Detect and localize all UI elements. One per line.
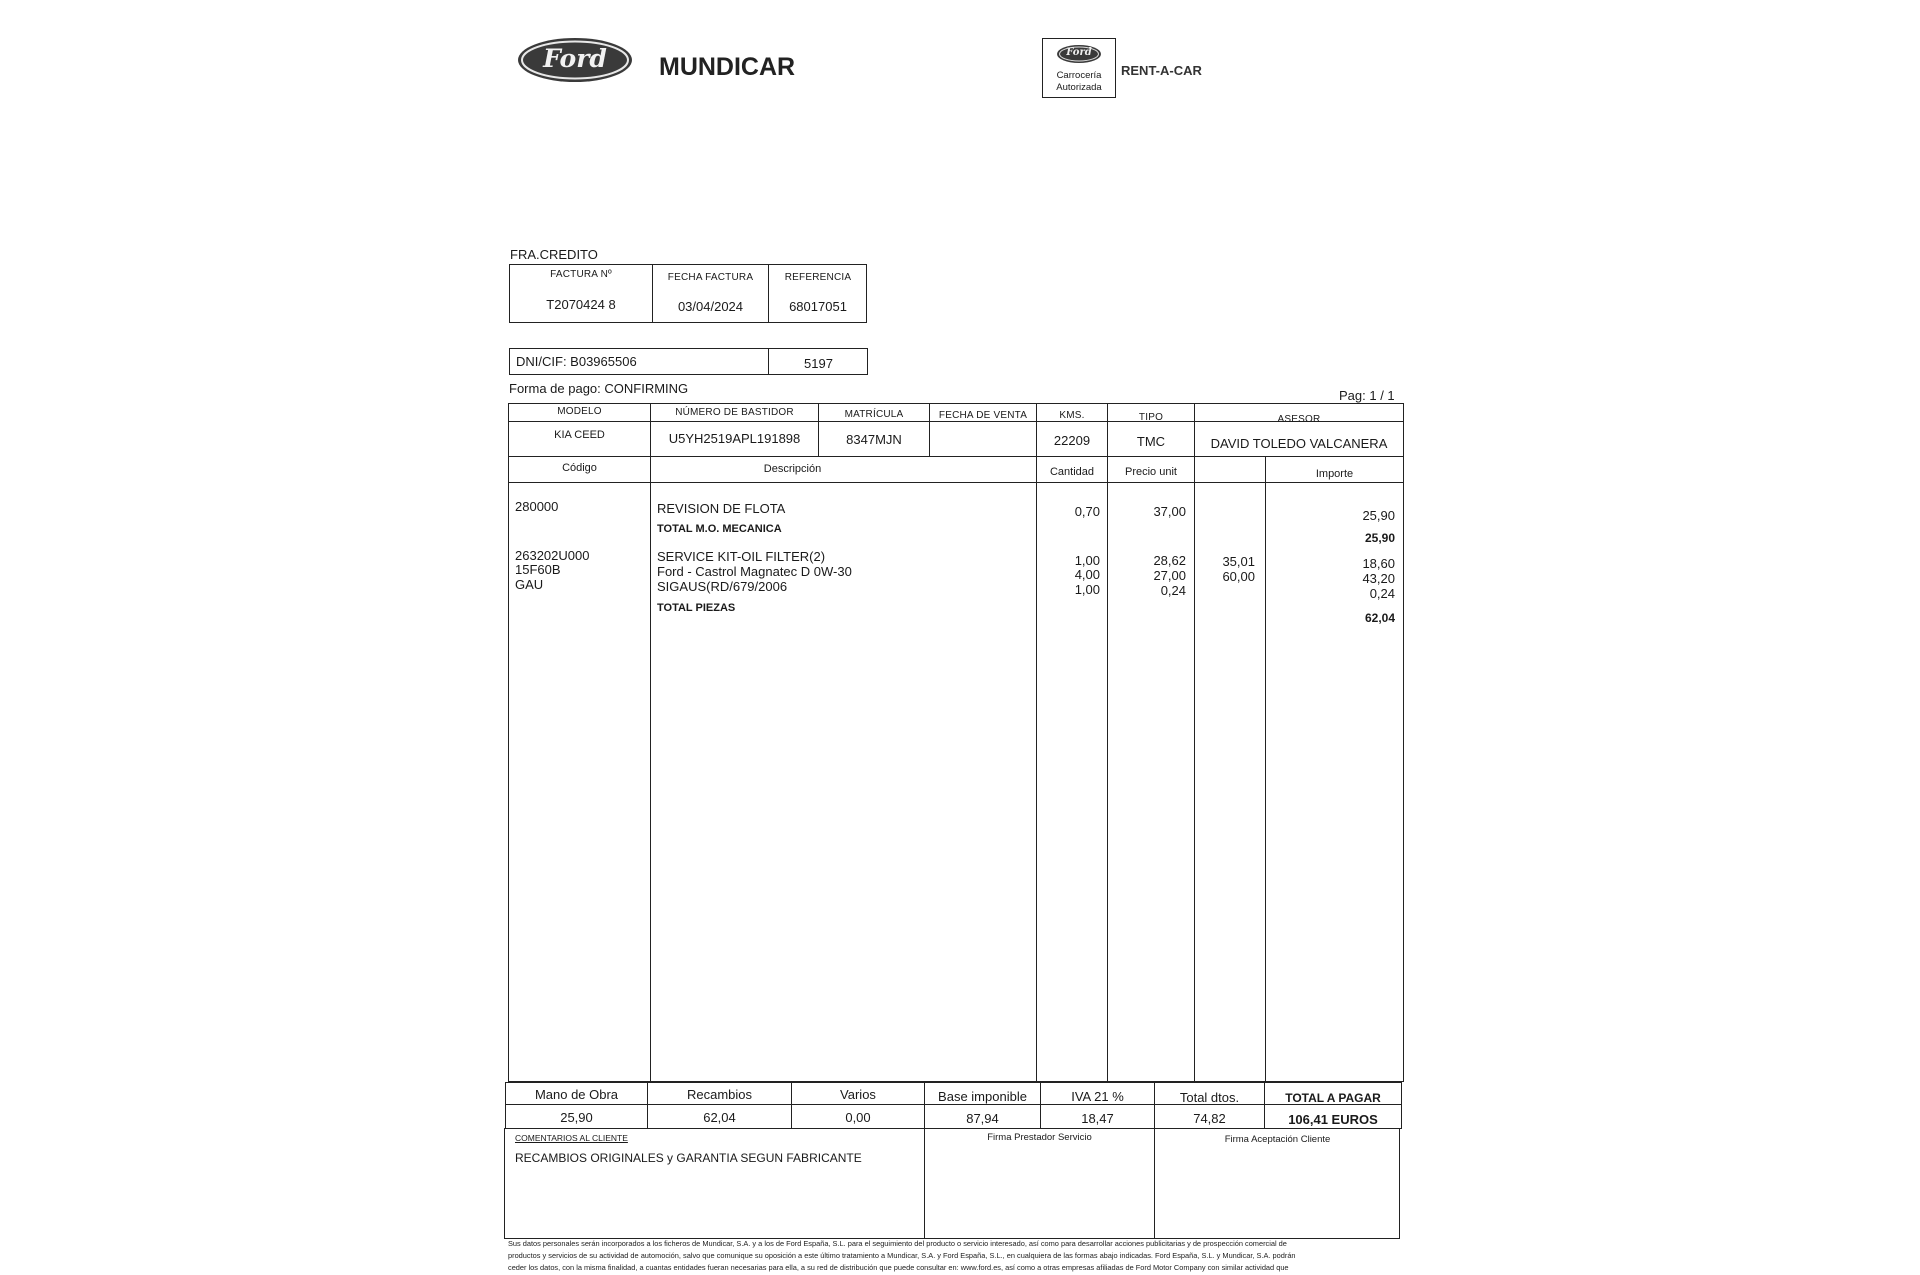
base-label: Base imponible xyxy=(938,1089,1027,1104)
fecha-venta-label: FECHA DE VENTA xyxy=(938,410,1028,421)
mo-description: REVISION DE FLOTA xyxy=(657,501,786,516)
invoice-reference: 68017051 xyxy=(789,299,847,314)
recambios-value: 62,04 xyxy=(703,1110,736,1125)
page-number: Pag: 1 / 1 xyxy=(1339,388,1395,403)
mo-total-label: TOTAL M.O. MECANICA xyxy=(657,523,782,535)
invoice-date: 03/04/2024 xyxy=(677,299,744,314)
rent-a-car-label: RENT-A-CAR xyxy=(1121,63,1202,78)
matricula-value: 8347MJN xyxy=(846,432,902,447)
modelo-label: MODELO xyxy=(557,406,602,417)
part-importe: 43,20 xyxy=(1362,571,1395,586)
part-discount: 60,00 xyxy=(1222,569,1255,584)
part-importe: 0,24 xyxy=(1369,586,1395,601)
iva-value: 18,47 xyxy=(1081,1111,1114,1126)
part-description: Ford - Castrol Magnatec D 0W-30 xyxy=(657,564,852,579)
carroceria-badge xyxy=(1042,38,1116,98)
fecha-label: FECHA FACTURA xyxy=(667,272,754,283)
part-code: GAU xyxy=(515,577,544,592)
tipo-label: TIPO xyxy=(1138,412,1164,423)
part-code: 263202U000 xyxy=(515,548,590,563)
comentarios-text: RECAMBIOS ORIGINALES y GARANTIA SEGUN FABRICANTE xyxy=(515,1151,862,1165)
invoice-type: FRA.CREDITO xyxy=(510,247,598,262)
mo-price: 37,00 xyxy=(1153,504,1186,519)
part-description: SERVICE KIT-OIL FILTER(2) xyxy=(657,549,826,564)
comentarios-label: COMENTARIOS AL CLIENTE xyxy=(515,1133,628,1143)
mo-quantity: 0,70 xyxy=(1074,504,1100,519)
parts-total-label: TOTAL PIEZAS xyxy=(657,602,736,614)
ford-badge-logo xyxy=(1056,44,1102,64)
lines-table xyxy=(508,403,1404,1082)
part-price: 28,62 xyxy=(1153,553,1186,568)
total-pagar-label: TOTAL A PAGAR xyxy=(1285,1091,1381,1105)
part-discount: 35,01 xyxy=(1222,554,1255,569)
part-price: 0,24 xyxy=(1160,583,1186,598)
factura-label: FACTURA Nº xyxy=(550,269,612,280)
legal-line-3: ceder los datos, con la misma finalidad, a cuantas entidades fueran necesarias para ella, a su red de distribución que puede consultar en: www.ford.es, así como a otras empresas afiliadas de Ford Motor Company con similar actividad que xyxy=(508,1263,1289,1272)
mo-importe: 25,90 xyxy=(1362,508,1395,523)
varios-label: Varios xyxy=(840,1087,876,1102)
part-description: SIGAUS(RD/679/2006 xyxy=(657,579,788,594)
codigo-label: Código xyxy=(562,462,597,474)
tipo-value: TMC xyxy=(1136,434,1166,449)
client-code: 5197 xyxy=(804,356,833,371)
parts-total: 62,04 xyxy=(1364,611,1395,625)
bastidor-label: NÚMERO DE BASTIDOR xyxy=(675,407,794,418)
mo-code: 280000 xyxy=(515,499,559,514)
base-value: 87,94 xyxy=(966,1111,999,1126)
asesor-value: DAVID TOLEDO VALCANERA xyxy=(1210,436,1388,451)
part-code: 15F60B xyxy=(515,562,561,577)
badge-line-2: Autorizada xyxy=(1056,82,1102,93)
descripcion-label: Descripción xyxy=(763,463,822,475)
kms-value: 22209 xyxy=(1053,433,1091,448)
firma-prestador: Firma Prestador Servicio xyxy=(987,1132,1092,1143)
ford-logo xyxy=(516,36,634,84)
iva-label: IVA 21 % xyxy=(1071,1089,1124,1104)
part-quantity: 1,00 xyxy=(1074,582,1100,597)
dtos-value: 74,82 xyxy=(1193,1111,1226,1126)
legal-line-2: productos y servicios de su actividad de automoción, salvo que comunique su oposición a este último tratamiento a Mundicar, S.A. y Ford España, S.L., en cualquiera de las formas abajo indicadas. Ford España, S.L. y Mundicar, S.A. podrán xyxy=(508,1251,1296,1260)
importe-label: Importe xyxy=(1315,468,1354,480)
recambios-label: Recambios xyxy=(686,1087,753,1102)
mano-obra-value: 25,90 xyxy=(560,1110,593,1125)
badge-line-1: Carrocería xyxy=(1056,70,1102,81)
part-quantity: 1,00 xyxy=(1074,553,1100,568)
precio-label: Precio unit xyxy=(1125,466,1177,478)
modelo-value: KIA CEED xyxy=(554,429,605,441)
cantidad-label: Cantidad xyxy=(1049,466,1095,478)
ford-logo-text: Ford xyxy=(543,44,607,73)
total-pagar-value: 106,41 EUROS xyxy=(1288,1112,1378,1127)
part-price: 27,00 xyxy=(1153,568,1186,583)
mano-obra-label: Mano de Obra xyxy=(534,1087,619,1102)
bastidor-value: U5YH2519APL191898 xyxy=(668,431,801,446)
dtos-label: Total dtos. xyxy=(1179,1090,1240,1105)
factura-number: T2070424 8 xyxy=(546,297,616,312)
ford-badge-text: Ford xyxy=(1066,47,1092,58)
dni-cif: DNI/CIF: B03965506 xyxy=(516,354,637,369)
firma-cliente: Firma Aceptación Cliente xyxy=(1224,1134,1331,1145)
asesor-label: ASESOR xyxy=(1277,414,1321,425)
part-quantity: 4,00 xyxy=(1074,567,1100,582)
company-name: MUNDICAR xyxy=(659,53,796,81)
part-importe: 18,60 xyxy=(1362,556,1395,571)
varios-value: 0,00 xyxy=(845,1110,871,1125)
matricula-label: MATRÍCULA xyxy=(844,409,904,420)
referencia-label: REFERENCIA xyxy=(784,272,852,283)
mo-total: 25,90 xyxy=(1364,531,1395,545)
kms-label: KMS. xyxy=(1059,410,1085,421)
legal-line-1: Sus datos personales serán incorporados a los ficheros de Mundicar, S.A. y a los de Ford España, S.L. para el seguimiento del producto o servicio interesado, así como para desarrollar acciones publicitarias y de prospección comercial de xyxy=(508,1239,1287,1248)
forma-de-pago: Forma de pago: CONFIRMING xyxy=(509,381,689,396)
